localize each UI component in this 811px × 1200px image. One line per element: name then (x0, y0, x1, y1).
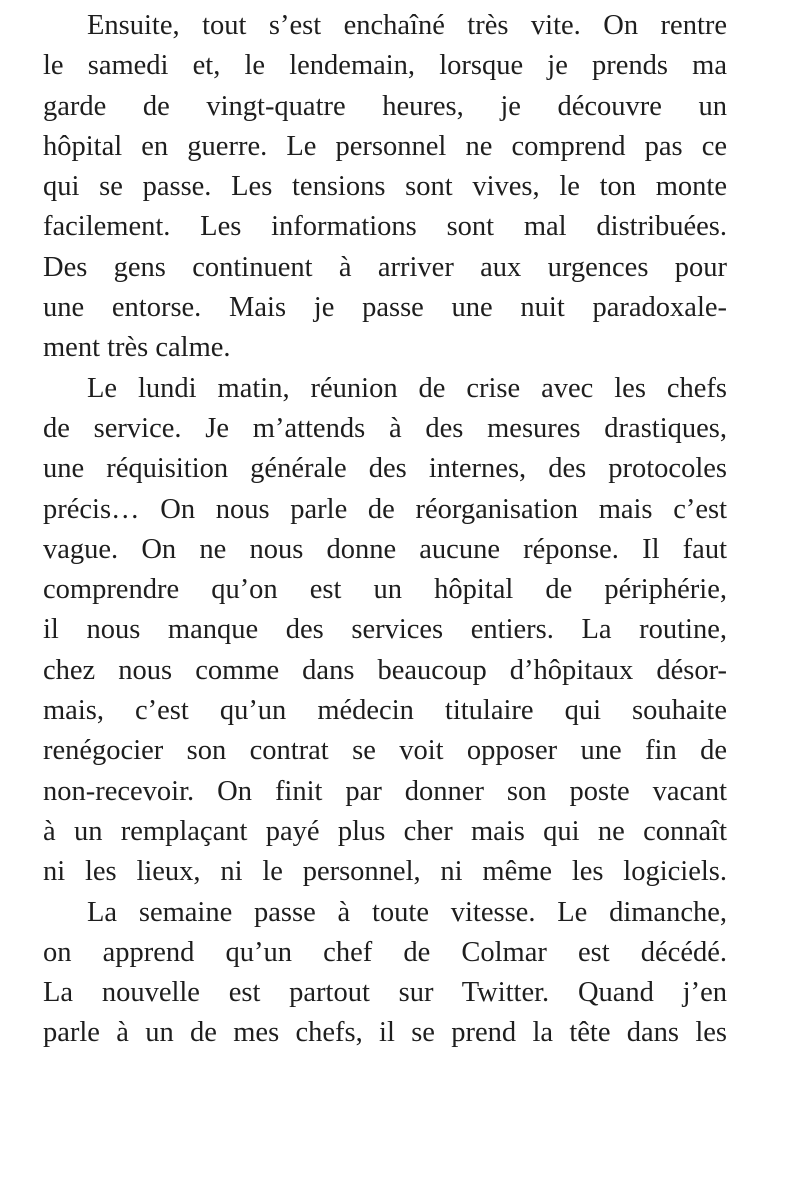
text-line: Ensuite, tout s’est enchaîné très vite. On rentre (87, 10, 727, 41)
text-line: facilement. Les informations sont mal distribuées. (43, 211, 727, 243)
text-line: renégocier son contrat se voit opposer une fin de (43, 735, 727, 767)
text-line: de service. Je m’attends à des mesures drastiques, (43, 412, 727, 444)
text-line: chez nous comme dans beaucoup d’hôpitaux désor- (43, 654, 727, 686)
text-line: comprendre qu’on est un hôpital de périphérie, (43, 574, 727, 606)
document-page (43, 6, 727, 1054)
text-line: La semaine passe à toute vitesse. Le dimanche, (87, 896, 727, 928)
text-line: parle à un de mes chefs, il se prend la tête dans les (43, 1017, 727, 1049)
text-line: ni les lieux, ni le personnel, ni même les logiciels. (43, 856, 727, 888)
text-line: mais, c’est qu’un médecin titulaire qui souhaite (43, 695, 727, 727)
text-line: garde de vingt-quatre heures, je découvre un (43, 90, 727, 122)
paragraph-3 (43, 893, 727, 1054)
text-line: le samedi et, le lendemain, lorsque je prends ma (43, 50, 727, 82)
text-line: non-recevoir. On finit par donner son poste vacant (43, 775, 727, 807)
text-line: on apprend qu’un chef de Colmar est décédé. (43, 936, 727, 968)
text-line: précis… On nous parle de réorganisation mais c’est (43, 493, 727, 525)
text-line: une réquisition générale des internes, des protocoles (43, 453, 727, 485)
paragraph-1 (43, 6, 727, 369)
paragraph-2 (43, 369, 727, 893)
text-line: à un remplaçant payé plus cher mais qui ne connaît (43, 815, 727, 847)
text-line: une entorse. Mais je passe une nuit paradoxale- (43, 292, 727, 324)
text-line: La nouvelle est partout sur Twitter. Quand j’en (43, 977, 727, 1009)
text-line: qui se passe. Les tensions sont vives, le ton monte (43, 171, 727, 203)
text-line: ment très calme. (43, 332, 231, 364)
text-line: Le lundi matin, réunion de crise avec les chefs (87, 372, 727, 404)
text-line: hôpital en guerre. Le personnel ne comprend pas ce (43, 130, 727, 162)
text-line: vague. On ne nous donne aucune réponse. Il faut (43, 533, 727, 565)
text-line: il nous manque des services entiers. La routine, (43, 614, 727, 646)
text-line: Des gens continuent à arriver aux urgences pour (43, 251, 727, 283)
